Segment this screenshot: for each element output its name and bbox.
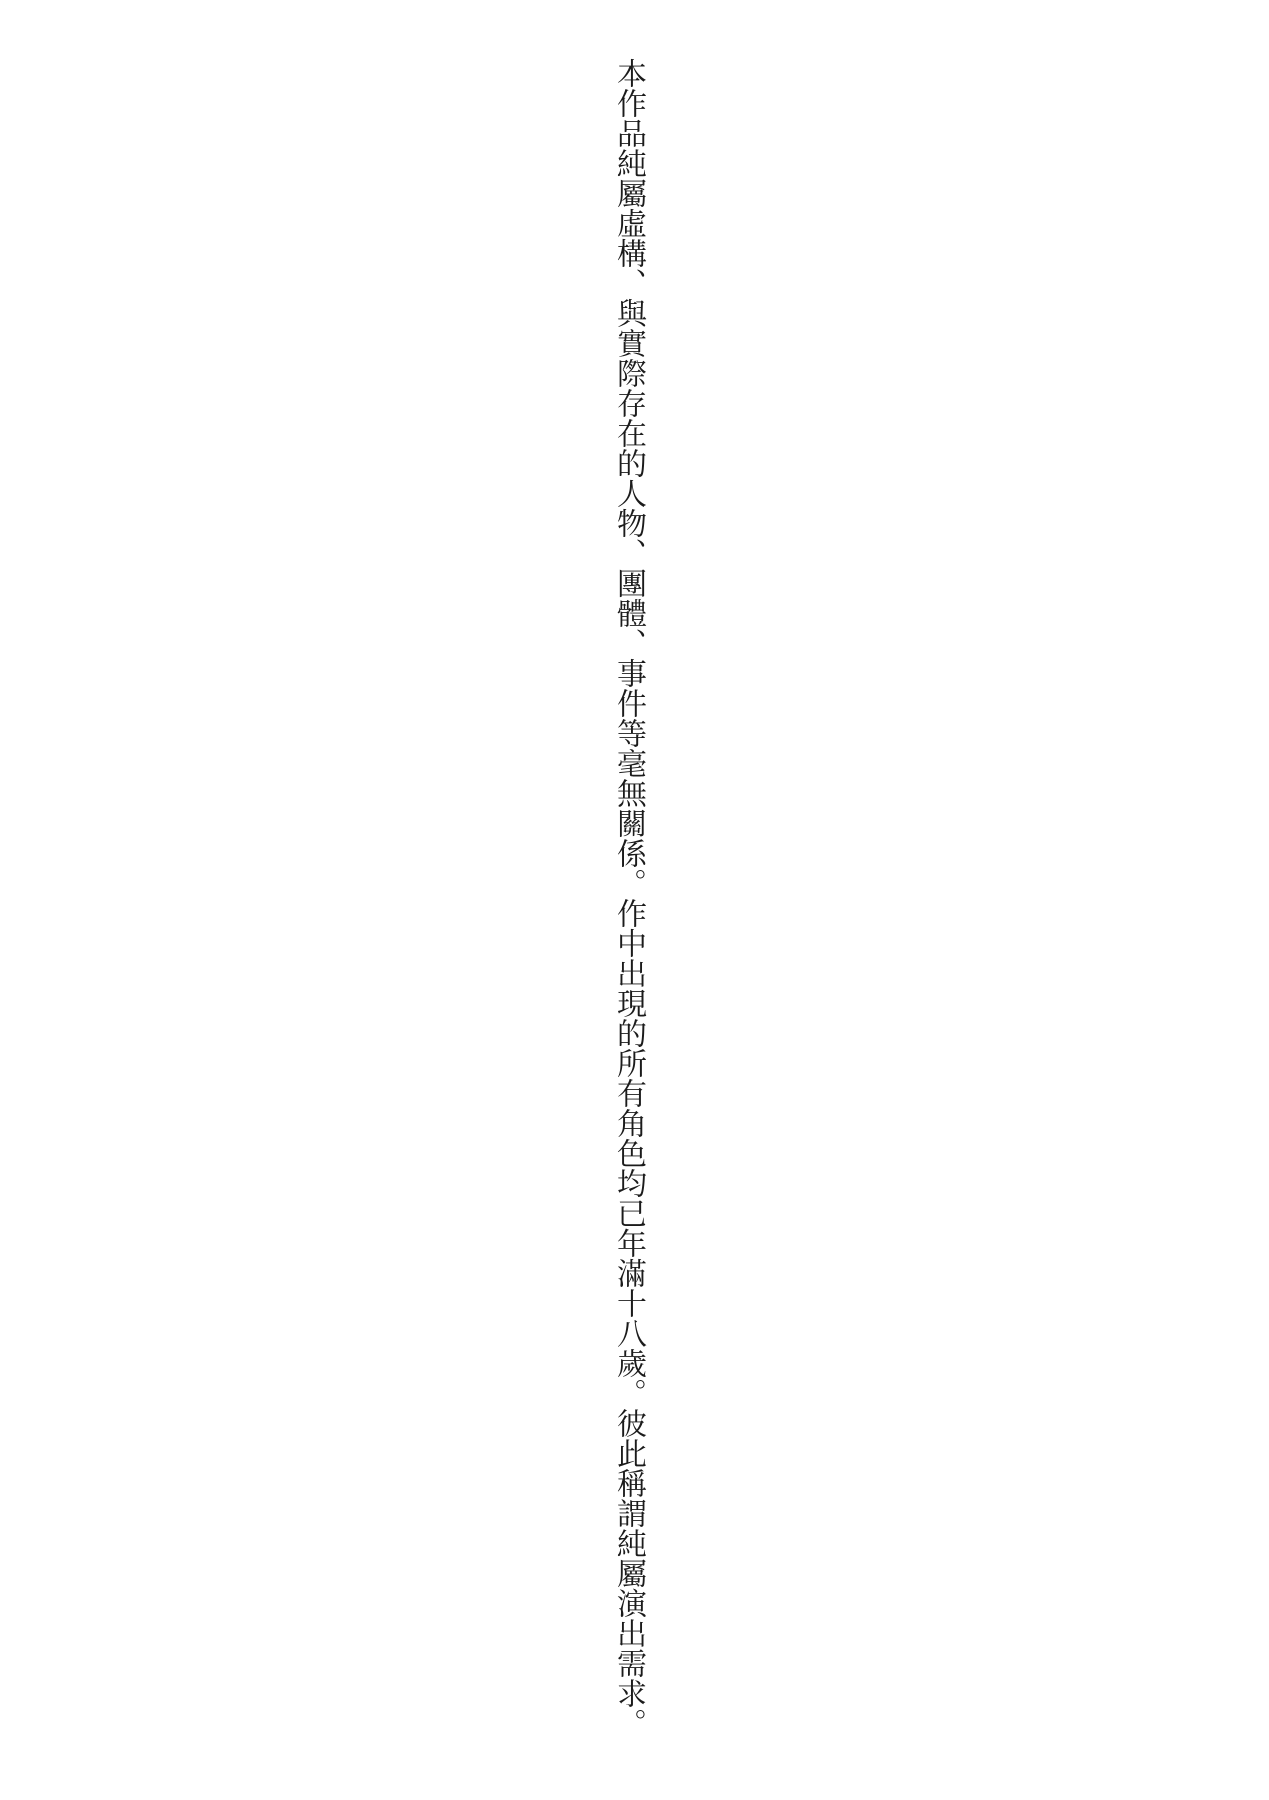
disclaimer-vertical-text: 本作品純屬虛構、與實際存在的人物、團體、事件等毫無關係。作中出現的所有角色均已年滿十八歲。彼此稱謂純屬演出需求。 [611,58,646,1738]
